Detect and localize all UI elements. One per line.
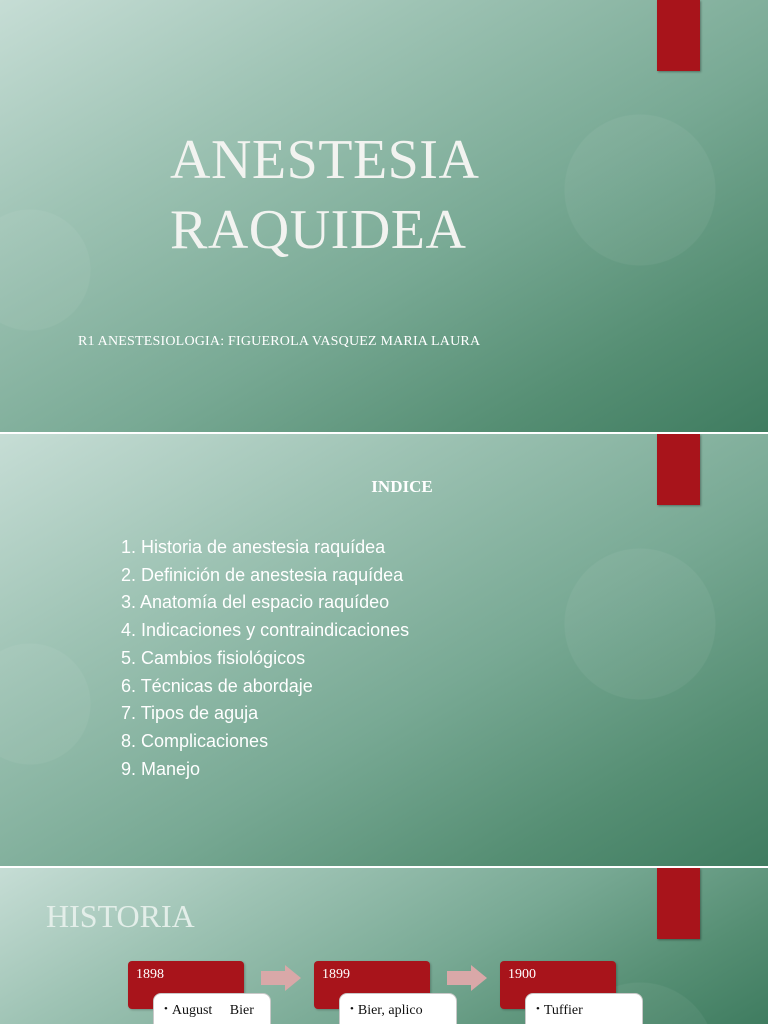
index-item: 2. Definición de anestesia raquídea: [121, 564, 404, 585]
index-slide[interactable]: [0, 434, 768, 866]
timeline-year-box: 1899: [314, 961, 430, 1009]
timeline-arrow-icon: [261, 965, 301, 991]
title-slide[interactable]: [0, 0, 768, 432]
timeline-arrow-icon: [447, 965, 487, 991]
presentation-subtitle: R1 ANESTESIOLOGIA: FIGUEROLA VASQUEZ MARIA LAURA: [78, 334, 481, 349]
timeline-text-card: [525, 993, 643, 1024]
timeline-text-card: [339, 993, 457, 1024]
presentation-title: [170, 125, 479, 265]
timeline-text: Bier, aplico: [357, 1003, 423, 1018]
index-item: 9. Manejo: [121, 758, 201, 779]
slide-accent-tab: [657, 868, 700, 939]
slide-accent-tab: [657, 0, 700, 71]
title-line-2: RAQUIDEA: [170, 199, 467, 261]
index-heading: INDICE: [371, 477, 433, 496]
timeline-year-box: 1900: [500, 961, 616, 1009]
bullet-icon: •: [164, 1003, 168, 1015]
history-slide[interactable]: [0, 868, 768, 1024]
index-item: 4. Indicaciones y contraindicaciones: [121, 620, 410, 641]
history-heading: HISTORIA: [46, 898, 195, 934]
index-item: 5. Cambios fisiológicos: [121, 647, 306, 668]
timeline-text: Tuffier: [543, 1003, 583, 1018]
index-list: [121, 534, 409, 783]
index-item: 6. Técnicas de abordaje: [121, 675, 313, 696]
bullet-icon: •: [536, 1003, 540, 1015]
index-item: 8. Complicaciones: [121, 730, 269, 751]
timeline-text-card: [153, 993, 271, 1024]
bullet-icon: •: [350, 1003, 354, 1015]
timeline-text: August Bier: [171, 1003, 254, 1018]
timeline-year-box: 1898: [128, 961, 244, 1009]
index-item: 3. Anatomía del espacio raquídeo: [121, 592, 390, 613]
title-line-1: ANESTESIA: [170, 129, 480, 191]
index-item: 7. Tipos de aguja: [121, 703, 259, 724]
index-item: 1. Historia de anestesia raquídea: [121, 537, 386, 557]
